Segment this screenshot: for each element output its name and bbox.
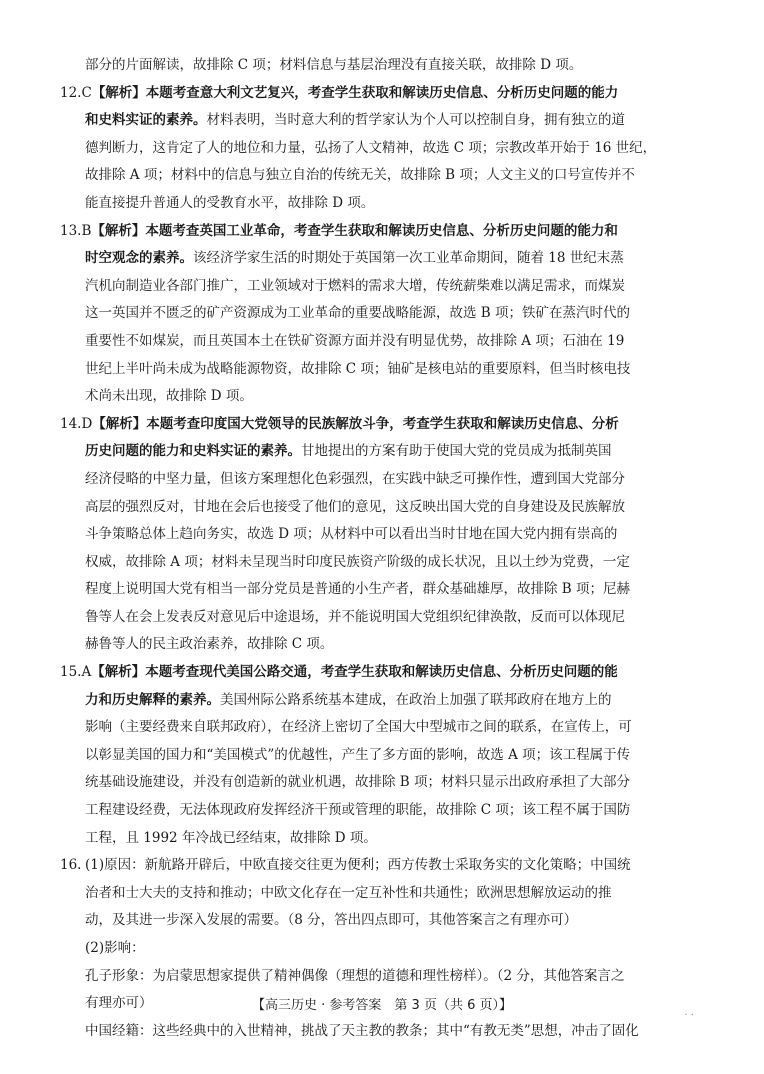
body-text: 治者和士大夫的支持和推动；中欧文化存在一定互补性和共通性；欧洲思想解放运动的推 (85, 884, 612, 901)
text-line (60, 852, 710, 880)
question-number: 13.B (60, 222, 92, 239)
bold-text: 【解析】本题考查英国工业革命，考查学生获取和解读历史信息、分析历史问题的能力和 (91, 222, 618, 239)
text-line (60, 356, 710, 384)
text-line (60, 218, 710, 246)
body-text: 工程建设经费，无法体现政府发挥经济干预或管理的职能，故排除 C 项；该工程不属于国防 (85, 802, 631, 819)
body-text: 该经济学家生活的时期处于英国第一次工业革命期间，随着 18 世纪末蒸 (193, 250, 624, 267)
text-line (60, 162, 710, 190)
text-line (60, 604, 710, 632)
body-text: 孔子形象：为启蒙思想家提供了精神偶像（理想的道德和理性榜样）。（2 分，其他答案言之 (85, 967, 625, 984)
text-line (60, 300, 710, 328)
body-text: 有理亦可） (85, 995, 153, 1012)
body-text: 程度上说明国大党有相当一部分党员是普通的小生产者，群众基础雄厚，故排除 B 项；尼赫 (85, 581, 631, 598)
bold-text: 【解析】本题考查印度国大党领导的民族解放斗争，考查学生获取和解读历史信息、分析 (92, 415, 619, 432)
body-text: 这一英国并不匮乏的矿产资源成为工业革命的重要战略能源，故选 B 项；铁矿在蒸汽时代的 (85, 305, 631, 322)
body-text: 能直接提升普通人的受教育水平，故排除 D 项。 (85, 194, 375, 211)
body-text: 工程，且 1992 年冷战已经结束，故排除 D 项。 (85, 829, 377, 846)
text-line (60, 549, 710, 577)
text-line (60, 190, 710, 218)
text-line (60, 880, 710, 908)
body-text: (1)原因：新航路开辟后，中欧直接交往更为便利；西方传教士采取务实的文化策略；中国统 (85, 857, 631, 874)
body-text: 术尚未出现，故排除 D 项。 (85, 388, 253, 405)
body-text: 部分的片面解读，故排除 C 项；材料信息与基层治理没有直接关联，故排除 D 项。 (85, 57, 583, 73)
body-text: 高层的强烈反对，甘地在会后也接受了他们的意见，这反映出国大党的自身建设及民族解放 (85, 498, 625, 515)
text-line (60, 411, 710, 439)
bold-text: 和史料实证的素养。 (85, 112, 207, 129)
text-line (60, 907, 710, 935)
text-line (60, 797, 710, 825)
text-line (60, 1018, 710, 1046)
text-line (60, 383, 710, 411)
bold-text: 历史问题的能力和史料实证的素养。 (85, 443, 301, 460)
question-number: 15.A (60, 664, 92, 681)
text-line (60, 494, 710, 522)
text-line (60, 107, 710, 135)
text-line (60, 659, 710, 687)
corner-mark: · · (684, 1010, 694, 1021)
body-text: 鲁等人在会上发表反对意见后中途退场，并不能说明国大党组织纪律涣散，反而可以体现尼 (85, 608, 625, 625)
body-text: 德判断力，这肯定了人的地位和力量，弘扬了人文精神，故选 C 项；宗教改革开始于 16 世纪， (85, 139, 657, 156)
body-text: 中国经籍：这些经典中的入世精神，挑战了天主教的教条；其中“有教无类”思想，冲击了固化 (85, 1022, 639, 1039)
body-text: 以彰显美国的国力和“美国模式”的优越性，产生了多方面的影响，故选 A 项；该工程属于传 (85, 746, 631, 763)
text-line (60, 935, 710, 963)
question-number: 14.D (60, 415, 93, 432)
body-text: 美国州际公路系统基本建成，在政治上加强了联邦政府在地方上的 (220, 691, 612, 708)
text-line (60, 135, 710, 163)
text-line (60, 438, 710, 466)
text-line (60, 273, 710, 301)
body-text: 甘地提出的方案有助于使国大党的党员成为抵制英国 (301, 443, 612, 460)
text-line (60, 52, 710, 80)
text-line (60, 687, 710, 715)
text-line (60, 963, 710, 991)
body-text: 经济侵略的中坚力量，但该方案理想化色彩强烈，在实践中缺乏可操作性，遭到国大党部分 (85, 470, 625, 487)
bold-text: 【解析】本题考查意大利文艺复兴，考查学生获取和解读历史信息、分析历史问题的能力 (91, 84, 619, 101)
text-line (60, 714, 710, 742)
body-text: 汽机向制造业各部门推广，工业领域对于燃料的需求大增，传统薪柴难以满足需求，而煤炭 (85, 277, 625, 294)
text-line (60, 245, 710, 273)
text-line (60, 521, 710, 549)
body-text: 动，及其进一步深入发展的需要。（8 分，答出四点即可，其他答案言之有理亦可） (85, 912, 578, 929)
body-text: 材料表明，当时意大利的哲学家认为个人可以控制自身，拥有独立的道 (206, 112, 625, 129)
bold-text: 【解析】本题考查现代美国公路交通，考查学生获取和解读历史信息、分析历史问题的能 (91, 664, 618, 681)
text-line (60, 742, 710, 770)
question-number: 12.C (60, 84, 92, 101)
body-text: 权威，故排除 A 项；材料未呈现当时印度民族资产阶级的成长状况，且以土纱为党费，一定 (85, 553, 630, 570)
body-text: 影响（主要经费来自联邦政府），在经济上密切了全国大中型城市之间的联系，在宣传上，可 (85, 719, 632, 736)
text-line (60, 631, 710, 659)
body-text: (2)影响： (85, 940, 145, 956)
bold-text: 力和历史解释的素养。 (85, 691, 220, 708)
bold-text: 时空观念的素养。 (85, 250, 193, 267)
body-text: 统基础设施建设，并没有创造新的就业机遇，故排除 B 项；材料只显示出政府承担了大部分 (85, 774, 631, 791)
body-text: 重要性不如煤炭，而且英国本土在铁矿资源方面并没有明显优势，故排除 A 项；石油在 19 (85, 332, 625, 349)
body-text: 赫鲁等人的民主政治素养，故排除 C 项。 (85, 636, 334, 653)
text-line (60, 825, 710, 853)
body-text: 世纪上半叶尚未成为战略能源物资，故排除 C 项；铀矿是核电站的重要原料，但当时核电技 (85, 360, 631, 377)
text-line (60, 80, 710, 108)
text-line (60, 576, 710, 604)
text-line (60, 328, 710, 356)
text-line (60, 466, 710, 494)
question-number: 16. (60, 857, 82, 874)
text-line (60, 769, 710, 797)
body-text: 故排除 A 项；材料中的信息与独立自治的传统无关，故排除 B 项；人文主义的口号宣传并不 (85, 167, 635, 184)
body-text: 斗争策略总体上趋向务实，故选 D 项；从材料中可以看出当时甘地在国大党内拥有崇高的 (85, 526, 618, 543)
page-footer: 【高三历史 · 参考答案 第 3 页（共 6 页）】 (252, 998, 512, 1013)
answer-document (60, 52, 710, 1045)
